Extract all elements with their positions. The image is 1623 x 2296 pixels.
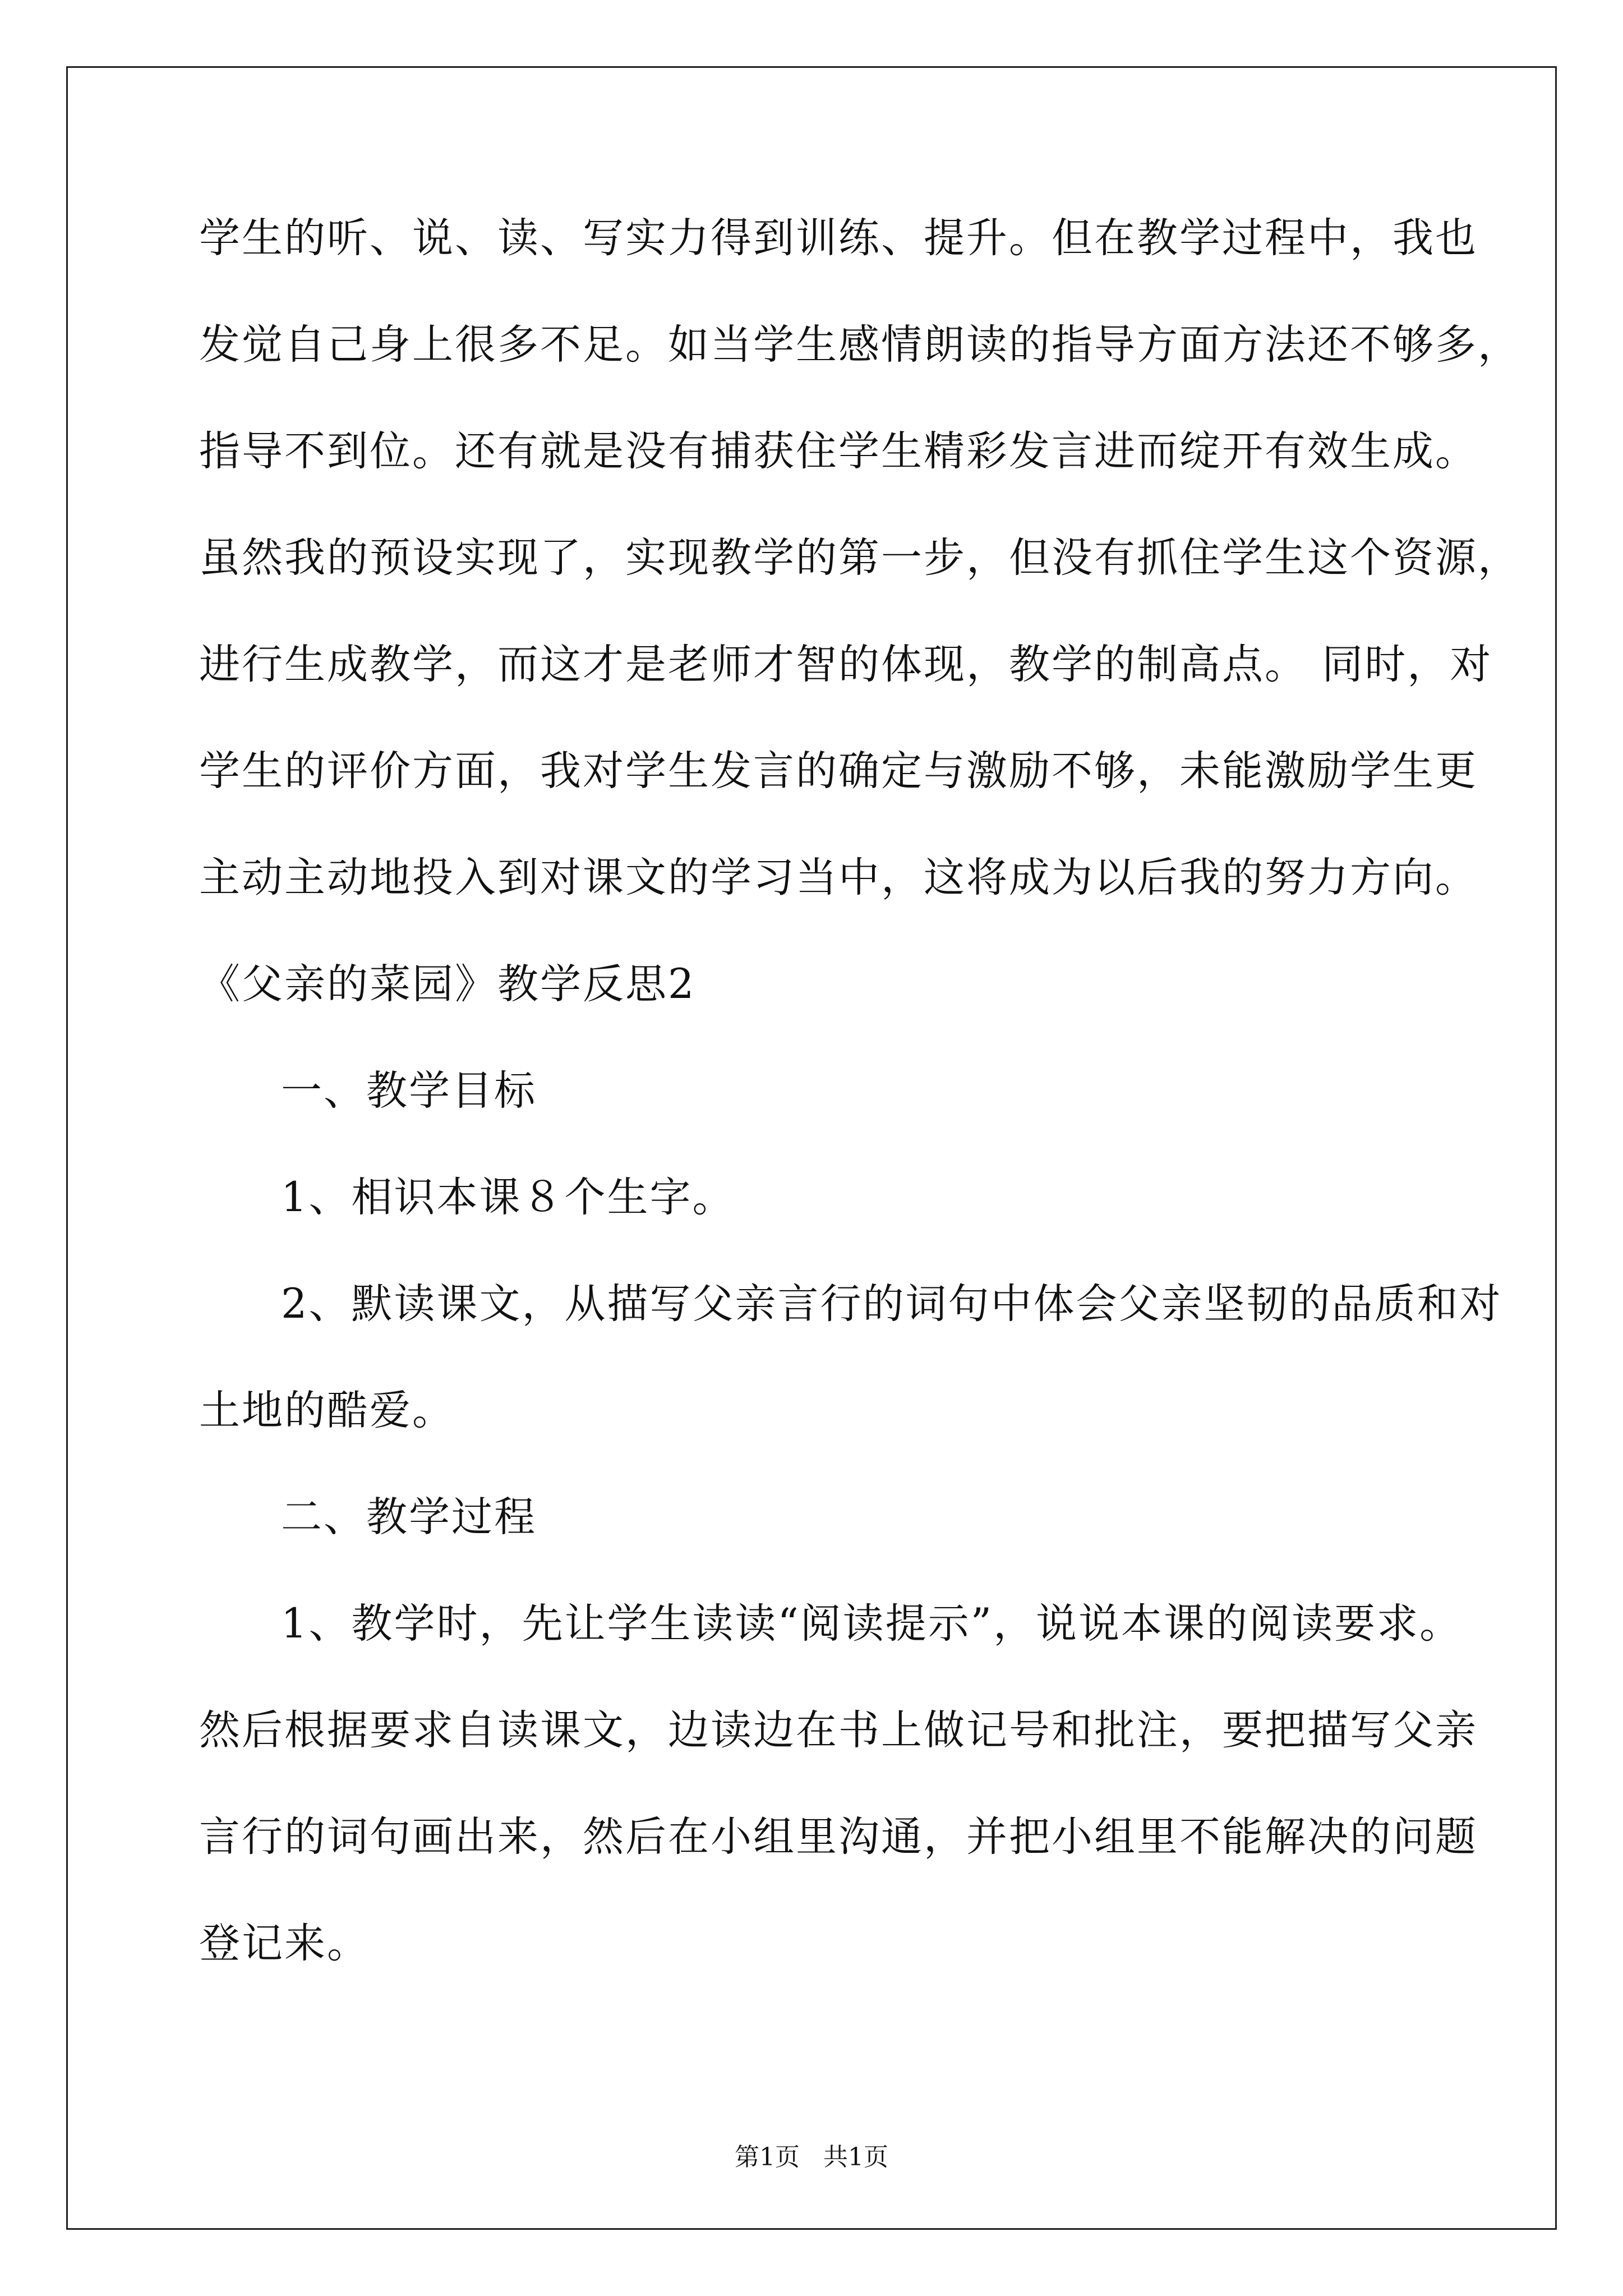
section-heading: 《父亲的菜园》教学反思2 xyxy=(199,960,696,1008)
page-border xyxy=(66,66,1557,2230)
text-line: 言行的词句画出来，然后在小组里沟通，并把小组里不能解决的问题 xyxy=(199,1813,1478,1861)
text-line: 指导不到位。还有就是没有捕获住学生精彩发言进而绽开有效生成。 xyxy=(199,427,1478,475)
text-line: 发觉自己身上很多不足。如当学生感情朗读的指导方面方法还不够多， xyxy=(199,321,1520,369)
text-line: 学生的听、说、读、写实力得到训练、提升。但在教学过程中，我也 xyxy=(199,214,1478,262)
text-line: 土地的酷爱。 xyxy=(199,1387,455,1434)
text-line: 进行生成教学，而这才是老师才智的体现，教学的制高点。 同时，对 xyxy=(199,641,1493,688)
list-item: 1、相识本课８个生字。 xyxy=(281,1174,735,1221)
page-number-footer: 第1页 共1页 xyxy=(735,2143,888,2171)
text-line: 学生的评价方面，我对学生发言的确定与激励不够，未能激励学生更 xyxy=(199,747,1478,795)
list-item: 1、教学时，先让学生读读“阅读提示”，说说本课的阅读要求。 xyxy=(281,1600,1463,1648)
list-item: 2、默读课文，从描写父亲言行的词句中体会父亲坚韧的品质和对 xyxy=(281,1280,1502,1328)
subsection-heading: 二、教学过程 xyxy=(281,1493,537,1541)
text-line: 虽然我的预设实现了，实现教学的第一步，但没有抓住学生这个资源， xyxy=(199,534,1520,582)
text-line: 登记来。 xyxy=(199,1920,370,1967)
text-line: 然后根据要求自读课文，边读边在书上做记号和批注，要把描写父亲 xyxy=(199,1706,1478,1754)
subsection-heading: 一、教学目标 xyxy=(281,1067,537,1115)
text-line: 主动主动地投入到对课文的学习当中，这将成为以后我的努力方向。 xyxy=(199,854,1478,901)
